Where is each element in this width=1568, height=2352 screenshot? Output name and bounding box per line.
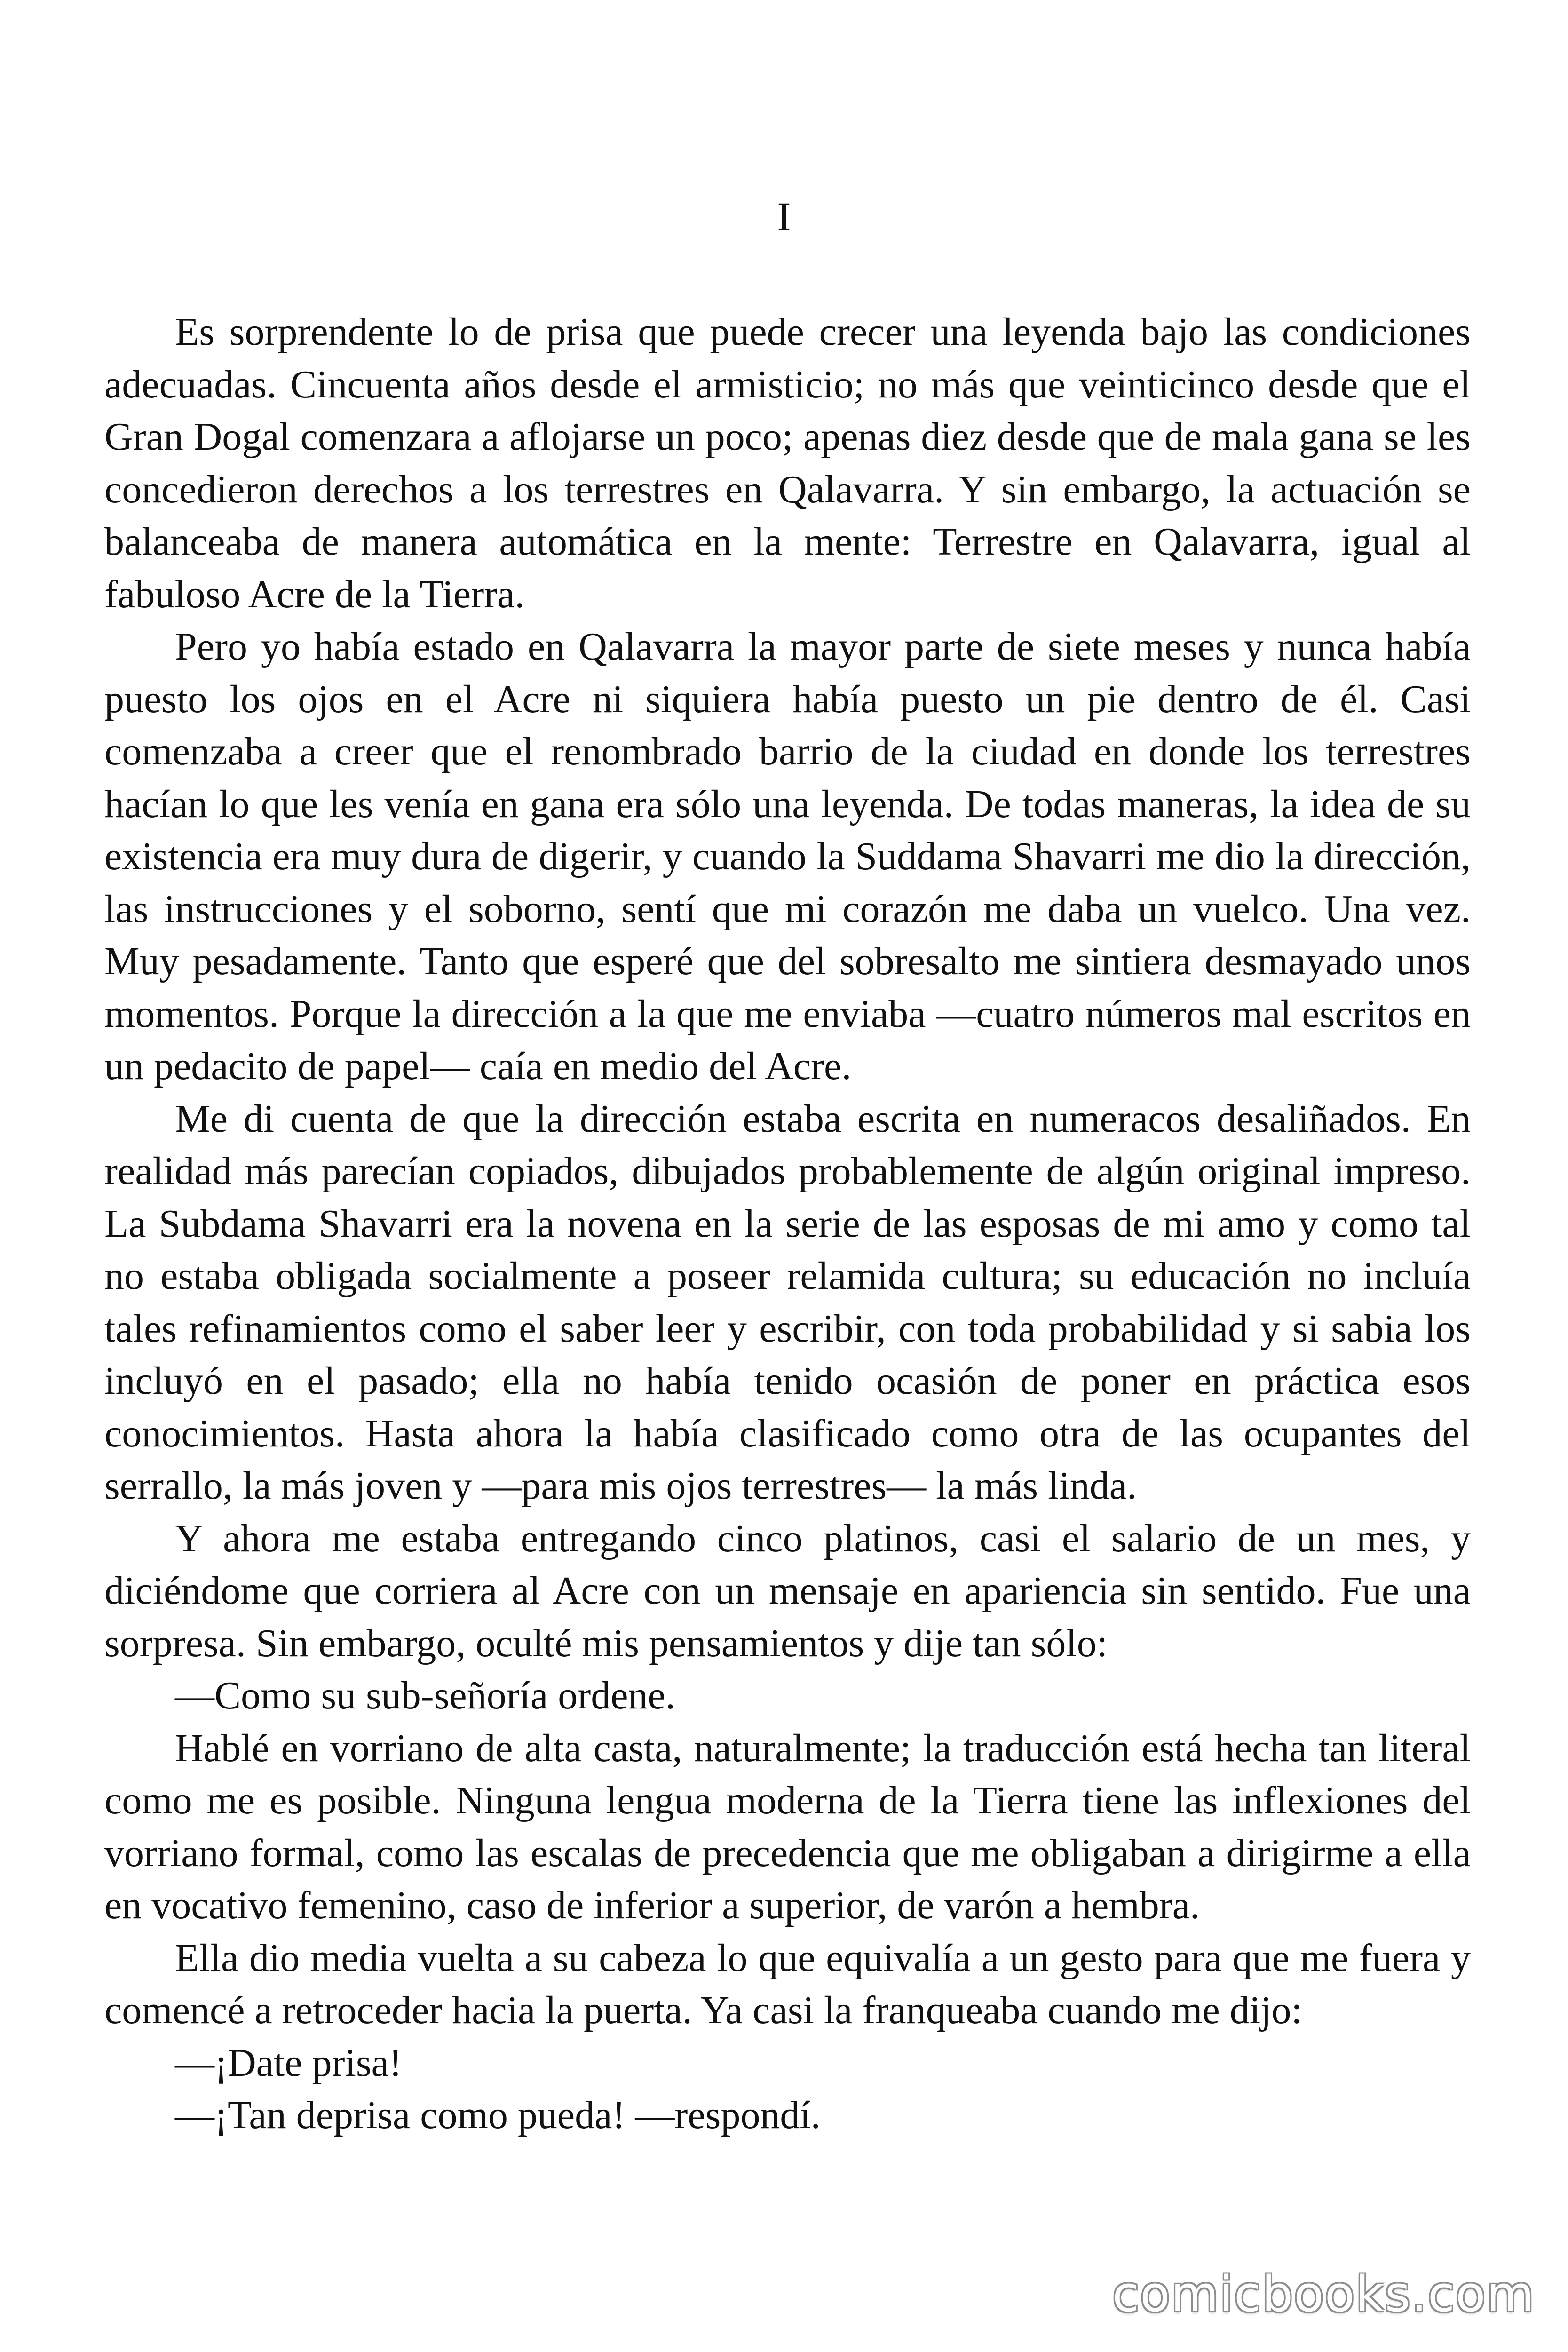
paragraph-4: Y ahora me estaba entregando cinco platinos, casi el salario de un mes, y diciéndome que corriera al Acre con un mensaje en apariencia sin sentido. Fue una sorpresa. Sin embargo, oculté mis pensamientos y dije tan sólo: bbox=[104, 1516, 1471, 1665]
paragraph-1: Es sorprendente lo de prisa que puede crecer una leyenda bajo las condiciones adecuadas. Cincuenta años desde el armisticio; no más que veinticinco desde que el Gran Dogal comenzara a aflojarse un poco; apenas diez desde que de mala gana se les concedieron derechos a los terrestres en Qalavarra. Y sin embargo, la actuación se balanceaba de manera automática en la mente: Terrestre en Qalavarra, igual al fabuloso Acre de la Tierra. bbox=[104, 310, 1471, 616]
paragraph-3: Me di cuenta de que la dirección estaba escrita en numeracos desaliñados. En realidad más parecían copiados, dibujados probablemente de algún original impreso. La Subdama Shavarri era la novena en la serie de las esposas de mi amo y como tal no estaba obligada socialmente a poseer relamida cultura; su educación no incluía tales refinamientos como el saber leer y escribir, con toda probabilidad y si sabia los incluyó en el pasado; ella no había tenido ocasión de poner en práctica esos conocimientos. Hasta ahora la había clasificado como otra de las ocupantes del serrallo, la más joven y —para mis ojos terrestres— la más linda. bbox=[104, 1097, 1471, 1508]
chapter-heading: I bbox=[777, 194, 791, 239]
dialogue-line-1: —Como su sub-señoría ordene. bbox=[175, 1674, 675, 1717]
paragraph-5: Hablé en vorriano de alta casta, naturalmente; la traducción está hecha tan literal como me es posible. Ninguna lengua moderna de la Tierra tiene las inflexiones del vorriano formal, como las escalas de precedencia que me obligaban a dirigirme a ella en vocativo femenino, caso de inferior a superior, de varón a hembra. bbox=[104, 1726, 1471, 1927]
watermark-logo: comicbooks.com bbox=[1112, 2265, 1535, 2323]
paragraph-6: Ella dio media vuelta a su cabeza lo que equivalía a un gesto para que me fuera y comencé a retroceder hacia la puerta. Ya casi la franqueaba cuando me dijo: bbox=[104, 1936, 1471, 2032]
paragraph-2: Pero yo había estado en Qalavarra la mayor parte de siete meses y nunca había puesto los ojos en el Acre ni siquiera había puesto un pie dentro de él. Casi comenzaba a creer que el renombrado barrio de la ciudad en donde los terrestres hacían lo que les venía en gana era sólo una leyenda. De todas maneras, la idea de su existencia era muy dura de digerir, y cuando la Suddama Shavarri me dio la dirección, las instrucciones y el soborno, sentí que mi corazón me daba un vuelco. Una vez. Muy pesadamente. Tanto que esperé que del sobresalto me sintiera desmayado unos momentos. Porque la dirección a la que me enviaba —cuatro números mal escritos en un pedacito de papel— caía en medio del Acre. bbox=[104, 625, 1471, 1088]
body-text bbox=[104, 306, 1471, 2142]
dialogue-line-2: —¡Date prisa! bbox=[175, 2041, 402, 2085]
dialogue-line-3: —¡Tan deprisa como pueda! —respondí. bbox=[175, 2093, 821, 2137]
